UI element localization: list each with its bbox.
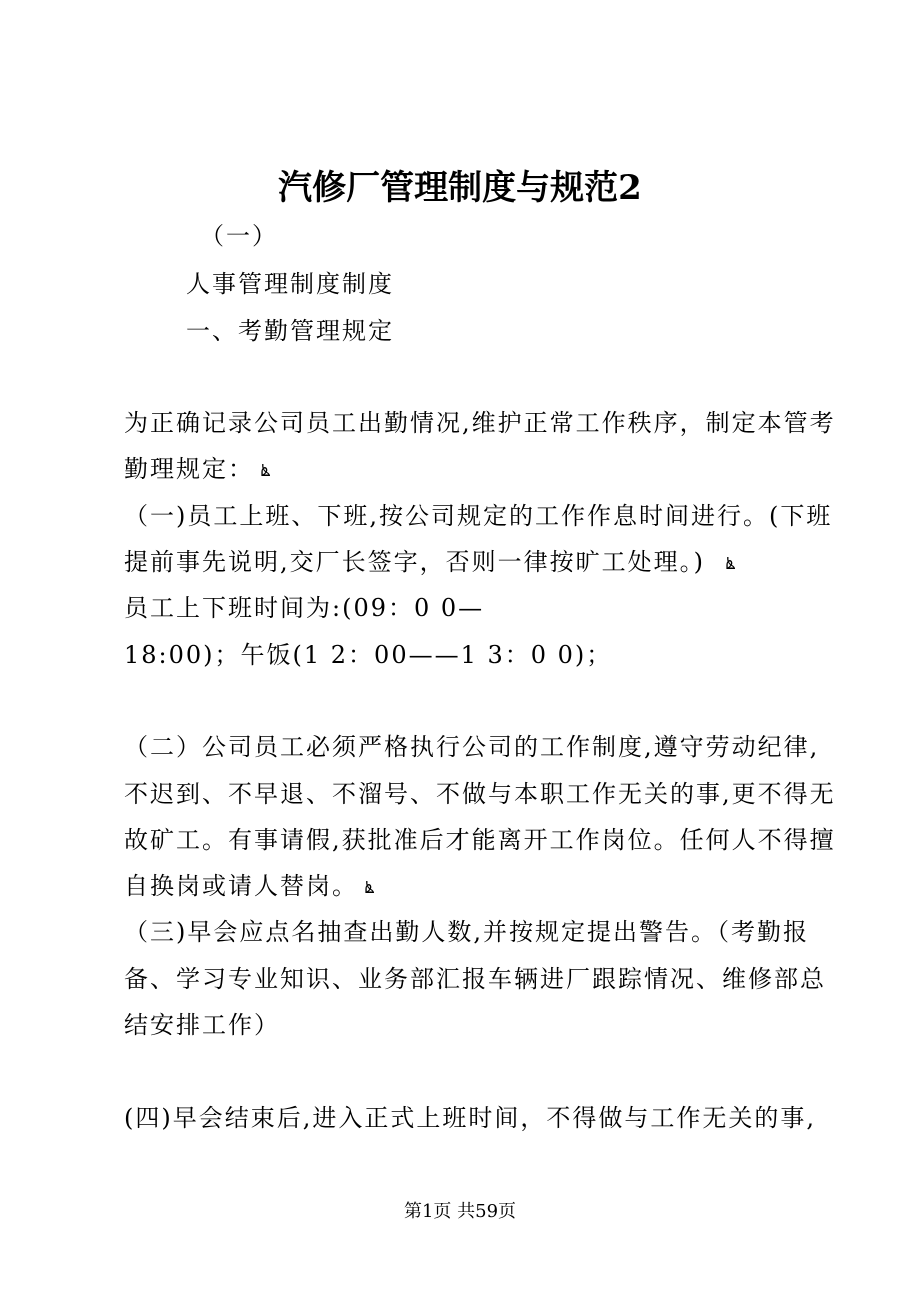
body-line: 备、学习专业知识、业务部汇报车辆进厂跟踪情况、维修部总: [124, 965, 826, 993]
paragraph-mark-icon: ൔ: [364, 877, 377, 897]
section-heading: 人事管理制度制度: [186, 270, 394, 298]
subsection-heading: 一、考勤管理规定: [186, 317, 394, 345]
body-line-text: 勤理规定：: [124, 455, 254, 483]
body-line-text: 提前事先说明,交厂长签字，否则一律按旷工处理。): [124, 548, 705, 576]
body-line: 不迟到、不早退、不溜号、不做与本职工作无关的事,更不得无: [124, 780, 836, 808]
body-line-text: 自换岗或请人替岗。: [124, 872, 358, 900]
document-title: 汽修厂管理制度与规范2: [278, 168, 642, 208]
paragraph-mark-icon: ൔ: [725, 553, 738, 573]
body-line: （二）公司员工必须严格执行公司的工作制度,遵守劳动纪律,: [124, 733, 820, 761]
body-line: 结安排工作）: [124, 1011, 280, 1039]
body-line: [124, 546, 737, 580]
paragraph-mark-icon: ൔ: [260, 460, 273, 480]
body-line: 为正确记录公司员工出勤情况,维护正常工作秩序，制定本管考: [124, 409, 836, 437]
body-line: 员工上下班时间为:(09：0 0—: [124, 594, 485, 622]
section-marker: （一）: [200, 222, 278, 250]
body-line: [124, 870, 376, 904]
body-line: （一)员工上班、下班,按公司规定的工作作息时间进行。(下班: [124, 502, 833, 530]
body-line: 故矿工。有事请假,获批准后才能离开工作岗位。任何人不得擅: [124, 826, 836, 854]
body-line: (四)早会结束后,进入正式上班时间，不得做与工作无关的事,: [124, 1104, 816, 1132]
body-line: [124, 453, 272, 487]
body-line: （三)早会应点名抽查出勤人数,并按规定提出警告。（考勤报: [124, 918, 809, 946]
page-footer: 第1页 共59页: [403, 1201, 517, 1222]
body-line: 18:00)；午饭(1 2：00——1 3：0 0)；: [124, 641, 613, 669]
